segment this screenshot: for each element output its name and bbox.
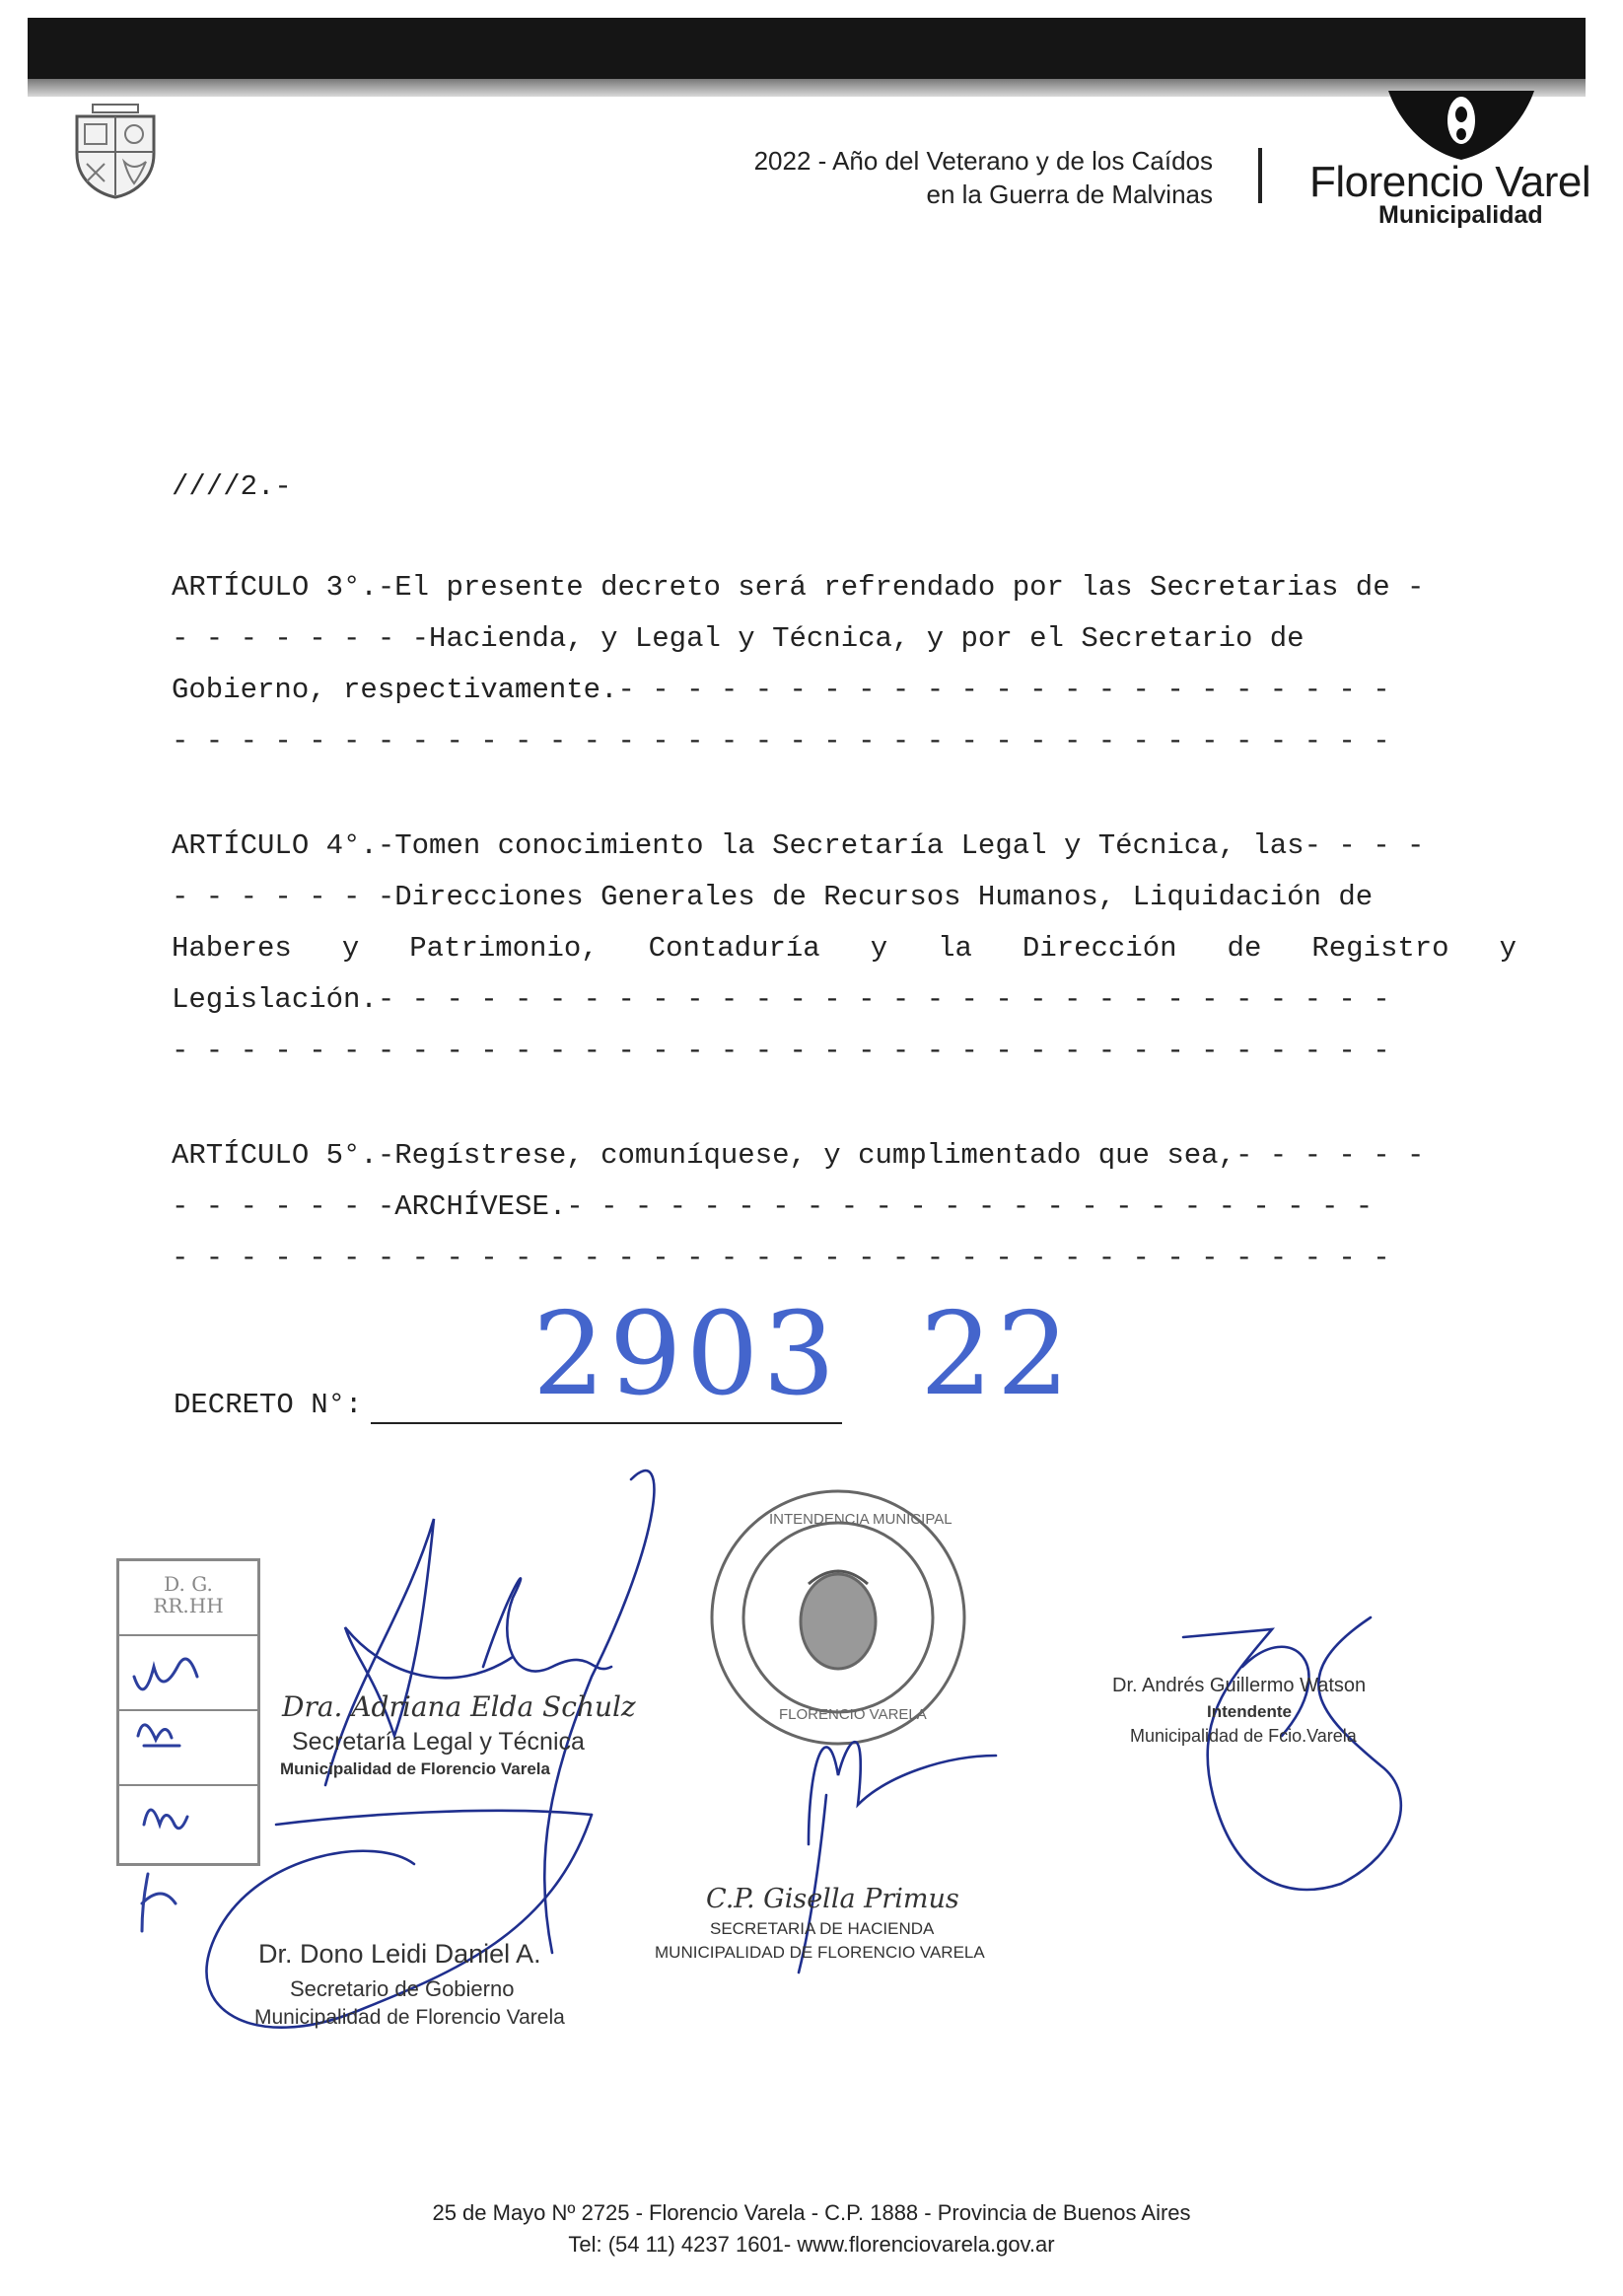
footer-contact: Tel: (54 11) 4237 1601- www.florenciovarela.gov.ar: [568, 2232, 1055, 2257]
gobierno-signer-name: Dr. Dono Leidi Daniel A.: [258, 1939, 541, 1969]
legal-signer-title: Secretaría Legal y Técnica: [292, 1728, 585, 1756]
intendente-signature-icon: [1183, 1617, 1401, 1890]
motto-line-2: en la Guerra de Malvinas: [926, 179, 1213, 209]
article-3-line: - - - - - - - - - - - - - - - - - - - - - - - - - - - - - - - - - - - -: [172, 725, 1390, 757]
page-reference: ////2.-: [172, 470, 292, 503]
article-4: [172, 821, 1517, 1077]
article-4-line: - - - - - - -Direcciones Generales de Recursos Humanos, Liquidación de: [172, 881, 1374, 913]
header-band-shadow: [28, 79, 1586, 97]
rrhh-stamp-cell: [119, 1786, 257, 1859]
gobierno-signer-org: Municipalidad de Florencio Varela: [254, 2006, 565, 2029]
article-3-line: ARTÍCULO 3°.-El presente decreto será refrendado por las Secretarias de -: [172, 571, 1425, 604]
intendente-signer-title: Intendente: [1207, 1702, 1292, 1721]
gobierno-signer-title: Secretario de Gobierno: [290, 1976, 515, 2001]
decree-number-line: [371, 1422, 842, 1424]
header-band: [28, 18, 1586, 79]
rrhh-stamp-cell: [119, 1711, 257, 1786]
legal-signer-name: Dra. Adriana Elda Schulz: [282, 1690, 636, 1723]
rrhh-stamp-box: [116, 1558, 260, 1866]
municipal-crest-icon: [73, 103, 158, 199]
article-5-line: - - - - - - - - - - - - - - - - - - - - - - - - - - - - - - - - - - - -: [172, 1242, 1390, 1274]
article-5-line: ARTÍCULO 5°.-Regístrese, comuníquese, y cumplimentado que sea,- - - - - -: [172, 1139, 1425, 1172]
article-3-line: Gobierno, respectivamente.- - - - - - - - - - - - - - - - - - - - - - -: [172, 674, 1390, 706]
footer-address: 25 de Mayo Nº 2725 - Florencio Varela - C.P. 1888 - Provincia de Buenos Aires: [432, 2200, 1191, 2225]
article-5-line: - - - - - - -ARCHÍVESE.- - - - - - - - - - - - - - - - - - - - - - - -: [172, 1190, 1374, 1223]
brand-subtitle: Municipalidad: [1378, 201, 1543, 229]
rrhh-stamp-title: [119, 1561, 257, 1636]
legal-signer-org: Municipalidad de Florencio Varela: [280, 1759, 550, 1778]
rrhh-stamp-cell: [119, 1636, 257, 1711]
motto-line-1: 2022 - Año del Veterano y de los Caídos: [753, 146, 1213, 176]
article-4-line: ARTÍCULO 4°.-Tomen conocimiento la Secretaría Legal y Técnica, las- - - -: [172, 829, 1425, 862]
hacienda-signer-org: MUNICIPALIDAD DE FLORENCIO VARELA: [655, 1943, 985, 1962]
article-4-line: - - - - - - - - - - - - - - - - - - - - - - - - - - - - - - - - - - - -: [172, 1035, 1390, 1067]
article-3-line: - - - - - - - -Hacienda, y Legal y Técnica, y por el Secretario de: [172, 622, 1305, 655]
article-3: [172, 562, 1517, 767]
intendente-signer-name: Dr. Andrés Guillermo Watson: [1112, 1675, 1367, 1696]
article-4-line: Legislación.- - - - - - - - - - - - - - - - - - - - - - - - - - - - - -: [172, 983, 1390, 1016]
decree-number-stamp: 2903 22: [532, 1288, 1074, 1421]
article-4-line: Haberes y Patrimonio, Contaduría y la Dirección de Registro y: [172, 932, 1517, 965]
florencio-varela-logo-icon: [1384, 91, 1538, 160]
intendente-signer-org: Municipalidad de Fcio.Varela: [1130, 1726, 1357, 1746]
rrhh-stamp-title-line: D. G.: [164, 1572, 213, 1596]
seal-text-top: INTENDENCIA MUNICIPAL: [769, 1511, 953, 1528]
year-motto: [631, 144, 1213, 211]
header-divider: [1258, 148, 1262, 203]
hacienda-signer-title: SECRETARIA DE HACIENDA: [710, 1919, 935, 1938]
page-footer: [0, 2197, 1623, 2260]
seal-text-bottom: FLORENCIO VARELA: [779, 1706, 927, 1723]
hacienda-signer-name: C.P. Gisella Primus: [706, 1884, 959, 1914]
brand-name: Florencio Varel: [1309, 158, 1591, 206]
article-5: [172, 1130, 1517, 1284]
rrhh-stamp-title-line: RR.HH: [153, 1594, 224, 1617]
decree-label: DECRETO N°:: [174, 1389, 363, 1421]
